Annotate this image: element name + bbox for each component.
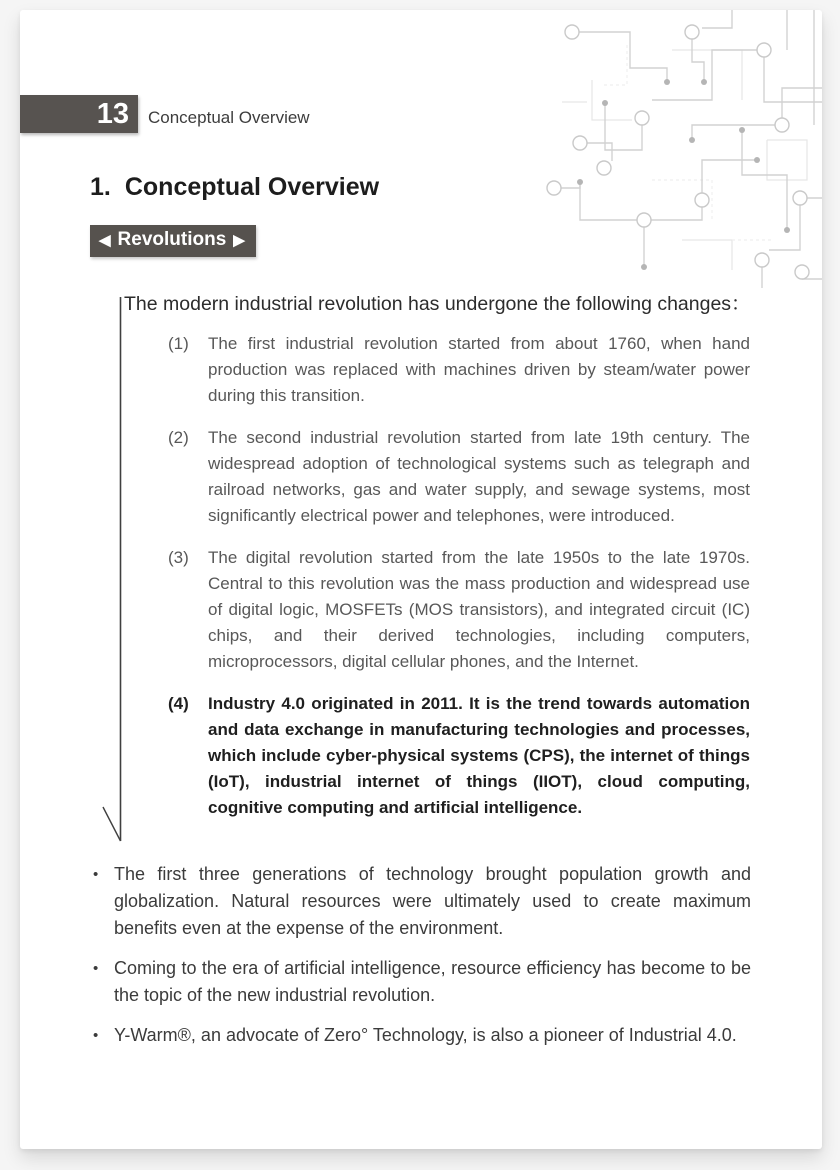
page-title: [90, 173, 379, 202]
title-text: Conceptual Overview: [124, 173, 380, 201]
numbered-item-1: [168, 331, 750, 409]
item-text: The second industrial revolution started from late 19th century. The widespread adoption of technological systems such as telegraph and railroad networks, gas and water supply, and sewage systems, most significantly electrical power and telephones, were introduced.: [208, 428, 750, 525]
bullet-icon: •: [93, 1027, 99, 1044]
bullet-item-2: [90, 955, 751, 1009]
item-number: (1): [168, 334, 189, 353]
item-number: (4): [168, 694, 189, 713]
numbered-item-4: [168, 691, 750, 821]
bullet-icon: •: [93, 866, 99, 883]
item-text: The first industrial revolution started from about 1760, when hand production was replaced with machines driven by steam/water power during this transition.: [208, 334, 750, 405]
bullet-item-1: [90, 861, 751, 942]
bullet-text: Y-Warm®, an advocate of Zero° Technology, is also a pioneer of Industrial 4.0.: [114, 1025, 737, 1045]
bullet-text: Coming to the era of artificial intelligence, resource efficiency has become to be the topic of the new industrial revolution.: [114, 958, 751, 1005]
left-arrow-icon: ◀: [99, 231, 111, 249]
item-number: (3): [168, 548, 189, 567]
header-section-label: Conceptual Overview: [148, 108, 310, 127]
revolutions-badge: [90, 225, 256, 257]
bullet-icon: •: [93, 960, 99, 977]
item-number: (2): [168, 428, 189, 447]
right-arrow-icon: ▶: [233, 231, 245, 249]
numbered-list: [168, 331, 750, 837]
bullet-item-3: [90, 1022, 751, 1049]
page-header-banner: [20, 95, 310, 133]
item-text: Industry 4.0 originated in 2011. It is the trend towards automation and data exchange in manufacturing technologies and processes, which include cyber-physical systems (CPS), the internet of things (IoT), industrial internet of things (IIOT), cloud computing, cognitive computing and artificial intelligence.: [208, 694, 750, 817]
bullet-text: The first three generations of technology brought population growth and globalization. Natural resources were ultimately used to create maximum benefits even at the expense of the environment.: [114, 864, 751, 938]
page-number-badge: [20, 95, 138, 133]
page-number: 13: [96, 97, 129, 130]
numbered-item-2: [168, 425, 750, 529]
intro-sentence: The modern industrial revolution has undergone the following changes：: [124, 293, 751, 315]
numbered-item-3: [168, 545, 750, 675]
item-text: The digital revolution started from the late 1950s to the late 1970s. Central to this revolution was the mass production and widespread use of digital logic, MOSFETs (MOS transistors), and integrated circuit (IC) chips, and their derived technologies, including computers, microprocessors, digital cellular phones, and the Internet.: [208, 548, 750, 671]
circuit-board-decoration: [532, 10, 822, 288]
document-page: [20, 10, 822, 1149]
revolutions-badge-label: Revolutions: [117, 229, 227, 250]
title-number: 1.: [90, 173, 111, 201]
bracket-line-decoration: [101, 291, 141, 851]
bullet-list: [90, 861, 751, 1062]
